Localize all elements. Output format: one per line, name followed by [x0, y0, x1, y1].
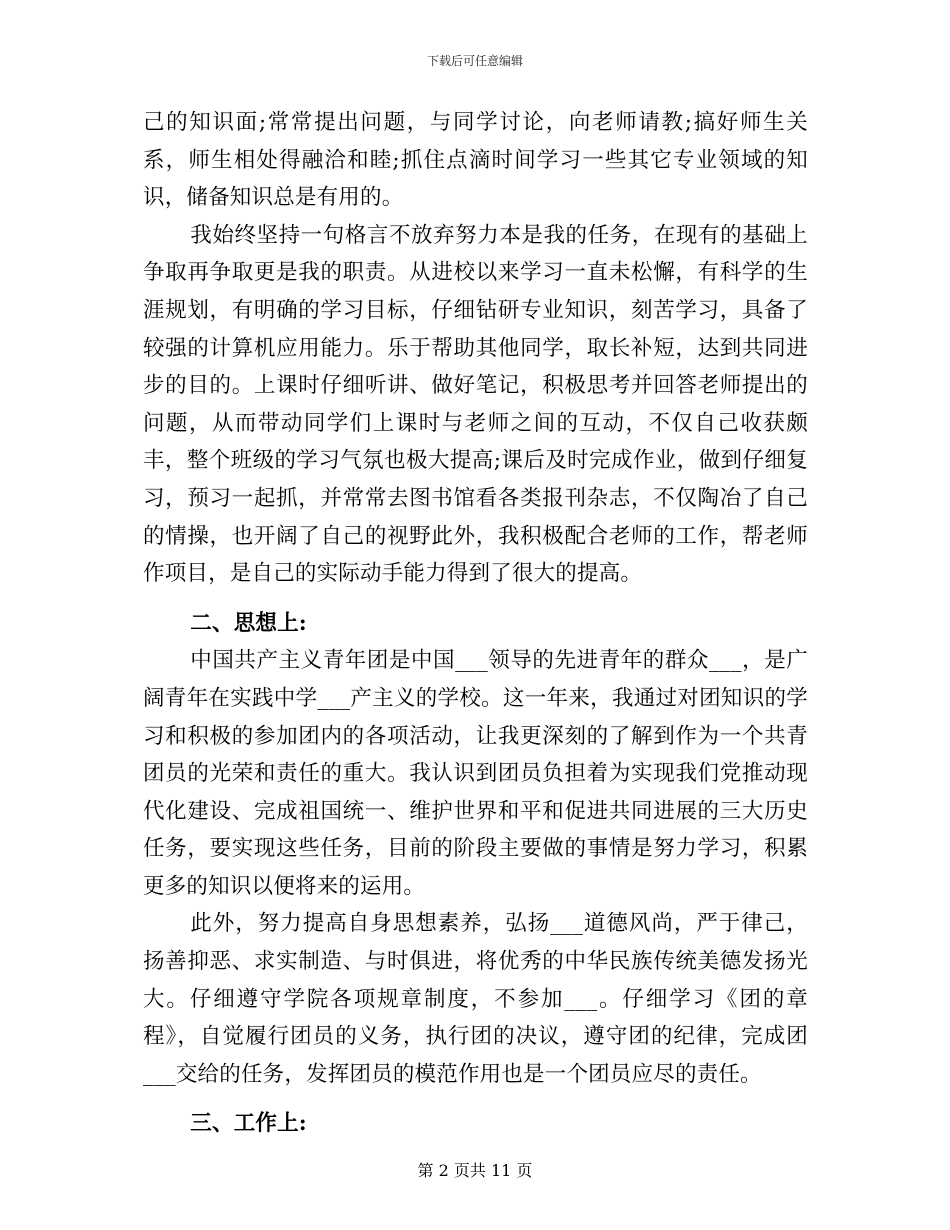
- document-body: [143, 104, 808, 1143]
- paragraph-continued: 己的知识面;常常提出问题，与同学讨论，向老师请教;搞好师生关系，师生相处得融洽和睦;抓住点滴时间学习一些其它专业领域的知识，储备知识总是有用的。: [143, 110, 808, 211]
- section-heading-work: 三、工作上:: [190, 1111, 307, 1137]
- header-note: 下载后可任意编辑: [426, 54, 523, 68]
- paragraph-study-motto: 我始终坚持一句格言不放弃努力本是我的任务，在现有的基础上争取再争取更是我的职责。从进校以来学习一直未松懈，有科学的生涯规划，有明确的学习目标，仔细钻研专业知识，刻苦学习，具备了较强的计算机应用能力。乐于帮助其他同学，取长补短，达到共同进步的目的。上课时仔细听讲、做好笔记，积极思考并回答老师提出的问题，从而带动同学们上课时与老师之间的互动，不仅自己收获颇丰，整个班级的学习气氛也极大提高;课后及时完成作业，做到仔细复习，预习一起抓，并常常去图书馆看各类报刊杂志，不仅陶冶了自己的情操，也开阔了自己的视野此外，我积极配合老师的工作，帮老师作项目，是自己的实际动手能力得到了很大的提高。: [143, 222, 808, 587]
- page-number: 第 2 页共 11 页: [417, 1161, 533, 1180]
- paragraph-youth-league: 中国共产主义青年团是中国___领导的先进青年的群众___，是广阔青年在实践中学___产主义的学校。这一年来，我通过对团知识的学习和积极的参加团内的各项活动，让我更深刻的了解到作为一个共青团员的光荣和责任的重大。我认识到团员负担着为实现我们党推动现代化建设、完成祖国统一、维护世界和平和促进共同进展的三大历史任务，要实现这些任务，目前的阶段主要做的事情是努力学习，积累更多的知识以便将来的运用。: [143, 648, 808, 899]
- paragraph-moral-quality: 此外，努力提高自身思想素养，弘扬___道德风尚，严于律己，扬善抑恶、求实制造、与时俱进，将优秀的中华民族传统美德发扬光大。仔细遵守学院各项规章制度，不参加___。仔细学习《团的章程》，自觉履行团员的义务，执行团的决议，遵守团的纪律，完成团___交给的任务，发挥团员的模范作用也是一个团员应尽的责任。: [143, 911, 808, 1087]
- section-heading-thought: 二、思想上:: [190, 610, 307, 636]
